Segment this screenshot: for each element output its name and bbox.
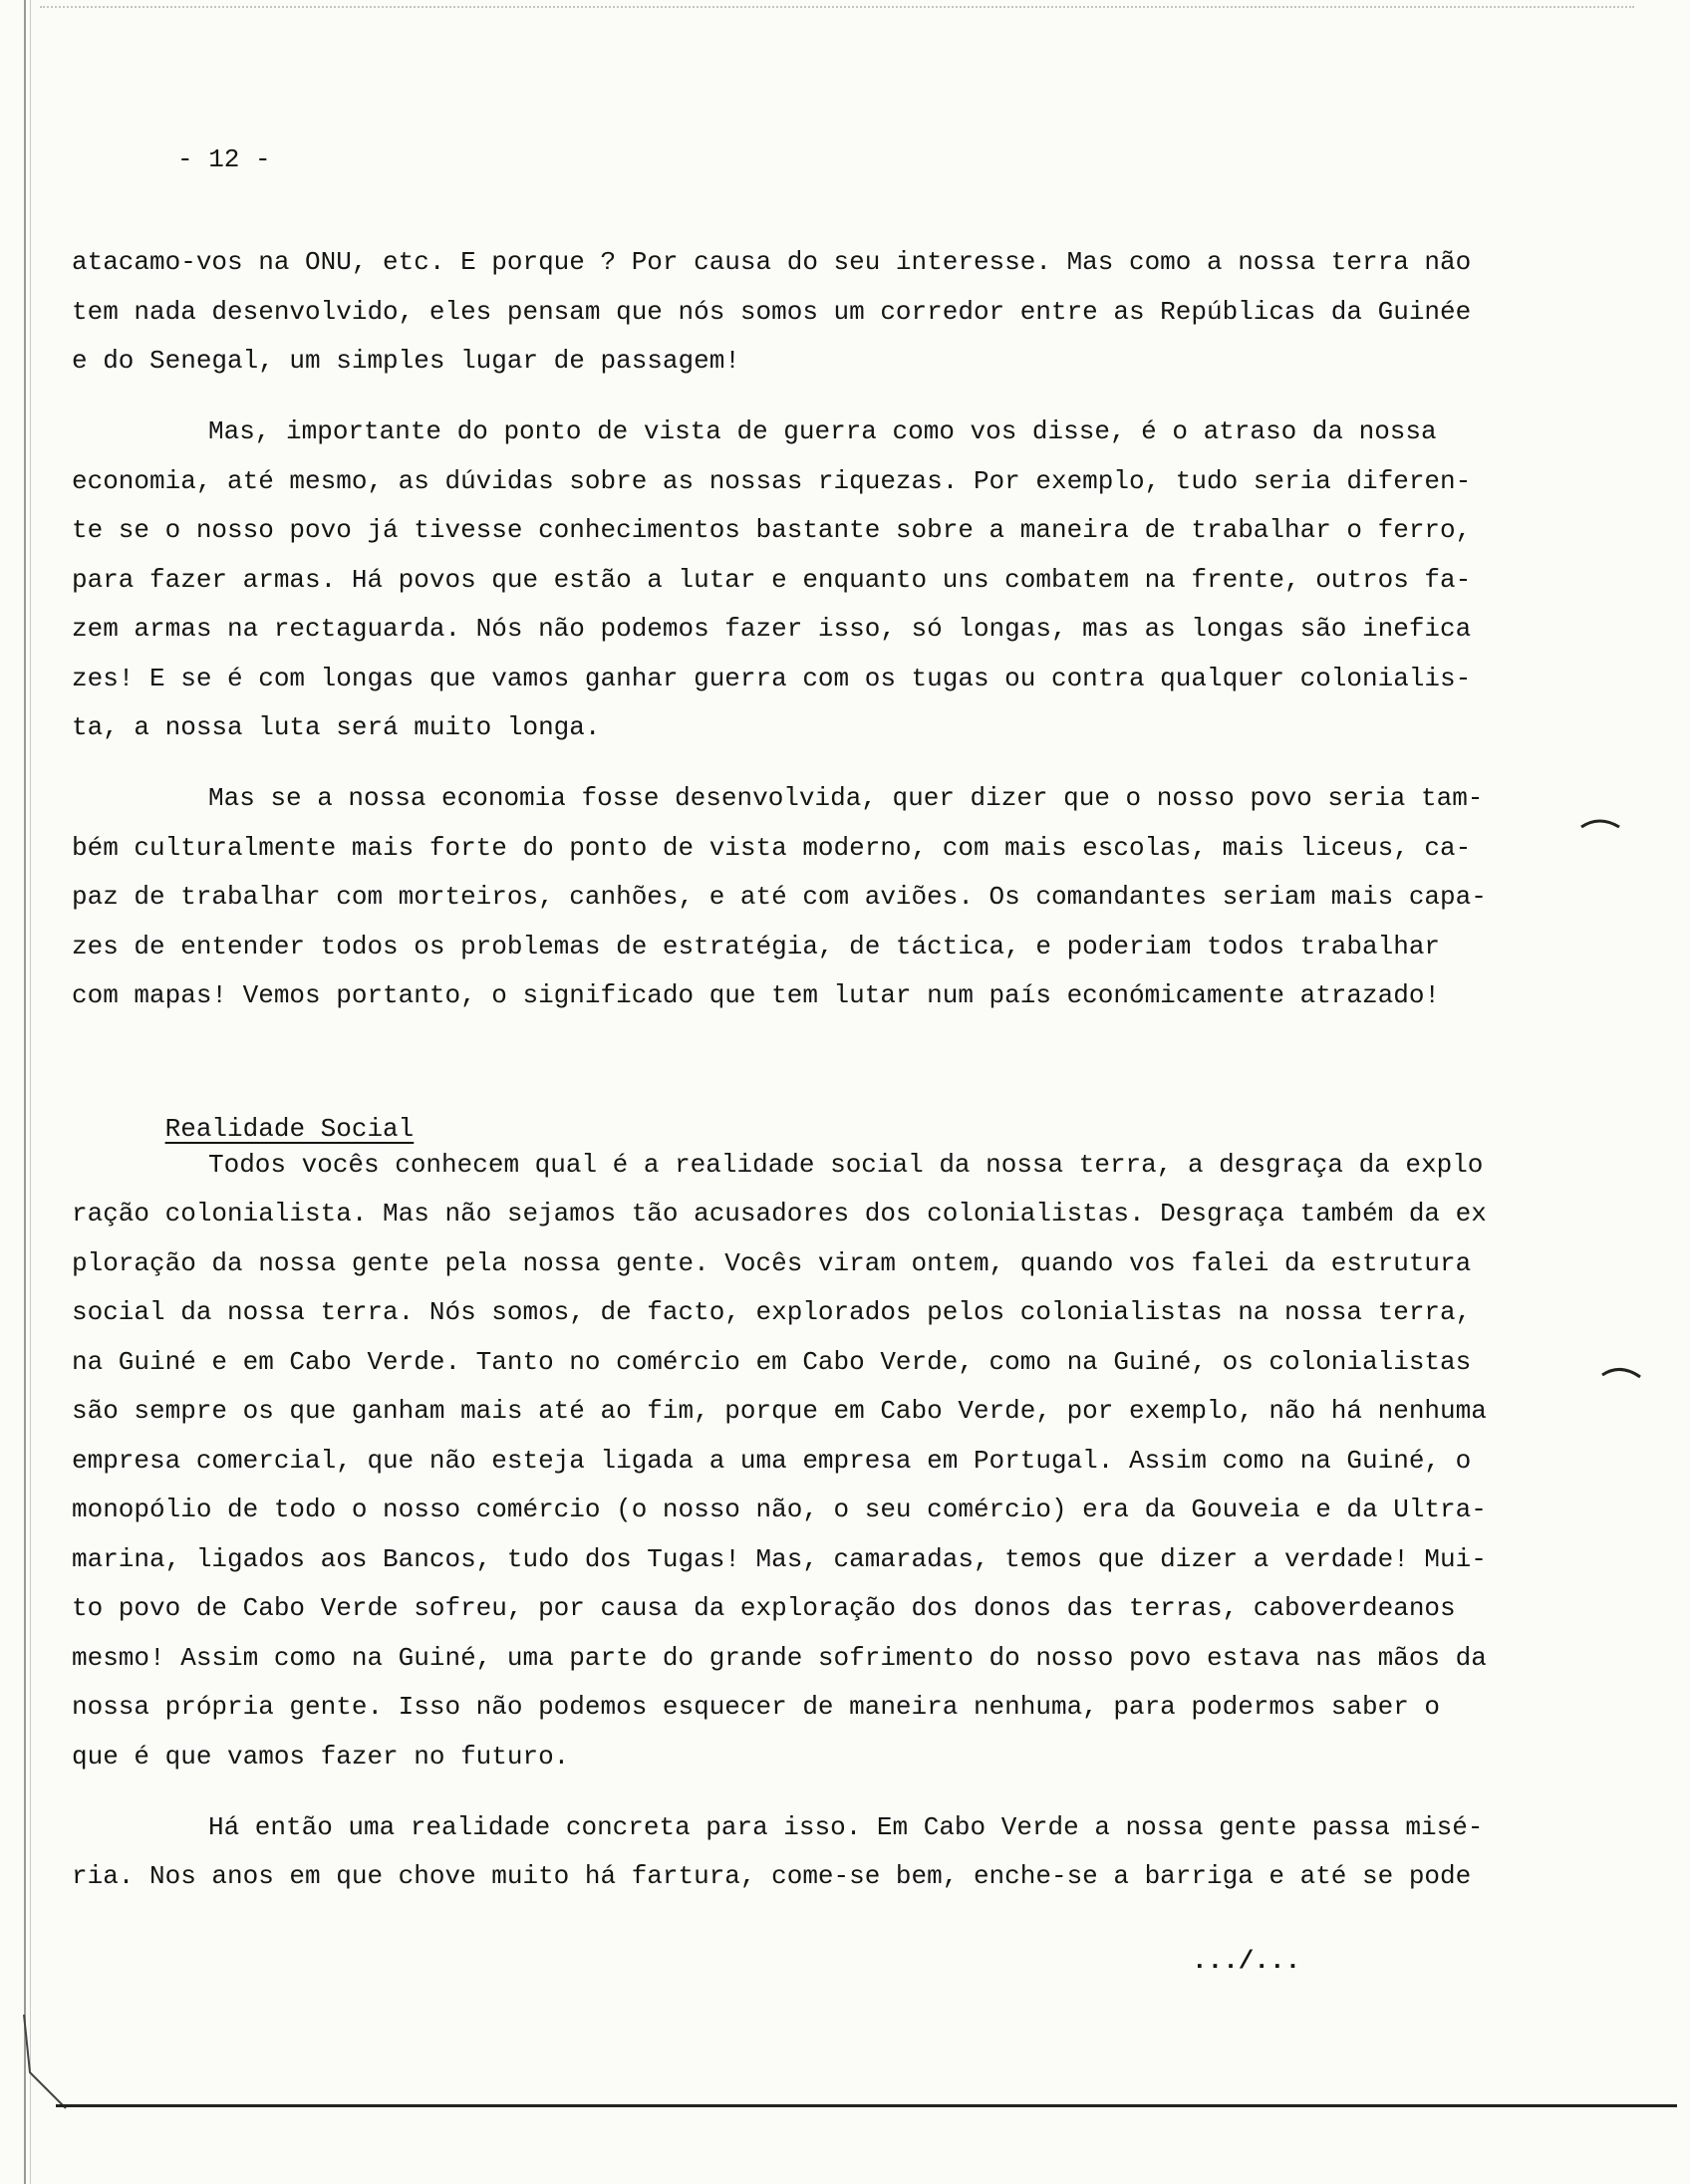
- text-line: zes de entender todos os problemas de estratégia, de táctica, e poderiam todos trabalhar: [72, 931, 1441, 961]
- continuation-mark: .../...: [1192, 1946, 1301, 1976]
- text-line: social da nossa terra. Nós somos, de facto, explorados pelos colonialistas na nossa terra,: [72, 1297, 1472, 1327]
- text-line: empresa comercial, que não esteja ligada a uma empresa em Portugal. Assim como na Guiné, o: [72, 1445, 1472, 1476]
- text-line: atacamo-vos na ONU, etc. E porque ? Por causa do seu interesse. Mas como a nossa terra não: [72, 247, 1472, 277]
- scan-bottom-rule: [56, 2104, 1677, 2107]
- text-line: bém culturalmente mais forte do ponto de vista moderno, com mais escolas, mais liceus, ca-: [72, 832, 1472, 863]
- text-line: zem armas na rectaguarda. Nós não podemos fazer isso, só longas, mas as longas são inefica: [72, 614, 1472, 644]
- text-line: zes! E se é com longas que vamos ganhar guerra com os tugas ou contra qualquer colonialis-: [72, 663, 1472, 693]
- text-line: ria. Nos anos em que chove muito há fartura, come-se bem, enche-se a barriga e até se pode: [72, 1861, 1472, 1891]
- text-line: que é que vamos fazer no futuro.: [72, 1741, 570, 1772]
- text-line: paz de trabalhar com morteiros, canhões, e até com aviões. Os comandantes seriam mais capa-: [72, 882, 1487, 912]
- section-heading: [72, 1056, 1606, 1144]
- text-line: economia, até mesmo, as dúvidas sobre as nossas riquezas. Por exemplo, tudo seria diferen-: [72, 465, 1472, 496]
- text-line: Todos vocês conhecem qual é a realidade social da nossa terra, a desgraça da explo: [208, 1149, 1484, 1180]
- paragraph: [72, 1141, 1606, 1782]
- paragraph: [72, 408, 1606, 753]
- scan-top-edge: [40, 6, 1634, 8]
- scan-left-edge-line-inner: [30, 0, 31, 2184]
- text-line: te se o nosso povo já tivesse conhecimentos bastante sobre a maneira de trabalhar o ferro,: [72, 515, 1472, 545]
- paragraph: [72, 238, 1606, 387]
- text-line: ta, a nossa luta será muito longa.: [72, 712, 601, 742]
- text-line: são sempre os que ganham mais até ao fim, porque em Cabo Verde, por exemplo, não há nenhuma: [72, 1396, 1487, 1426]
- text-line: marina, ligados aos Bancos, tudo dos Tugas! Mas, camaradas, temos que dizer a verdade! Mui-: [72, 1543, 1487, 1574]
- scan-corner-mark: [20, 2013, 70, 2112]
- text-line: monopólio de todo o nosso comércio (o nosso não, o seu comércio) era da Gouveia e da Ultra-: [72, 1495, 1487, 1524]
- text-line: e do Senegal, um simples lugar de passagem!: [72, 346, 740, 376]
- text-line: nossa própria gente. Isso não podemos esquecer de maneira nenhuma, para podermos saber o: [72, 1692, 1441, 1722]
- paragraph: [72, 774, 1606, 1021]
- text-line: Há então uma realidade concreta para isso. Em Cabo Verde a nossa gente passa misé-: [208, 1811, 1484, 1842]
- scan-left-edge-line: [24, 0, 26, 2184]
- body-text: [72, 238, 1606, 1902]
- section-heading-text: Realidade Social: [164, 1114, 415, 1144]
- text-line: ploração da nossa gente pela nossa gente. Vocês viram ontem, quando vos falei da estrutura: [72, 1247, 1472, 1278]
- text-line: ração colonialista. Mas não sejamos tão acusadores dos colonialistas. Desgraça também da ex: [72, 1199, 1487, 1228]
- text-line: com mapas! Vemos portanto, o significado que tem lutar num país económicamente atrazado!: [72, 980, 1441, 1010]
- page-number: - 12 -: [177, 144, 271, 174]
- text-line: to povo de Cabo Verde sofreu, por causa da exploração dos donos das terras, caboverdeanos: [72, 1593, 1456, 1623]
- text-line: na Guiné e em Cabo Verde. Tanto no comércio em Cabo Verde, como na Guiné, os colonialistas: [72, 1346, 1472, 1377]
- text-line: Mas, importante do ponto de vista de guerra como vos disse, é o atraso da nossa: [208, 416, 1437, 446]
- text-line: Mas se a nossa economia fosse desenvolvida, quer dizer que o nosso povo seria tam-: [208, 783, 1484, 813]
- margin-mark: [1600, 1361, 1644, 1383]
- text-line: mesmo! Assim como na Guiné, uma parte do grande sofrimento do nosso povo estava nas mãos da: [72, 1642, 1487, 1673]
- text-line: para fazer armas. Há povos que estão a lutar e enquanto uns combatem na frente, outros fa-: [72, 564, 1472, 595]
- text-line: tem nada desenvolvido, eles pensam que nós somos um corredor entre as Repúblicas da Guinée: [72, 296, 1472, 327]
- paragraph: [72, 1803, 1606, 1902]
